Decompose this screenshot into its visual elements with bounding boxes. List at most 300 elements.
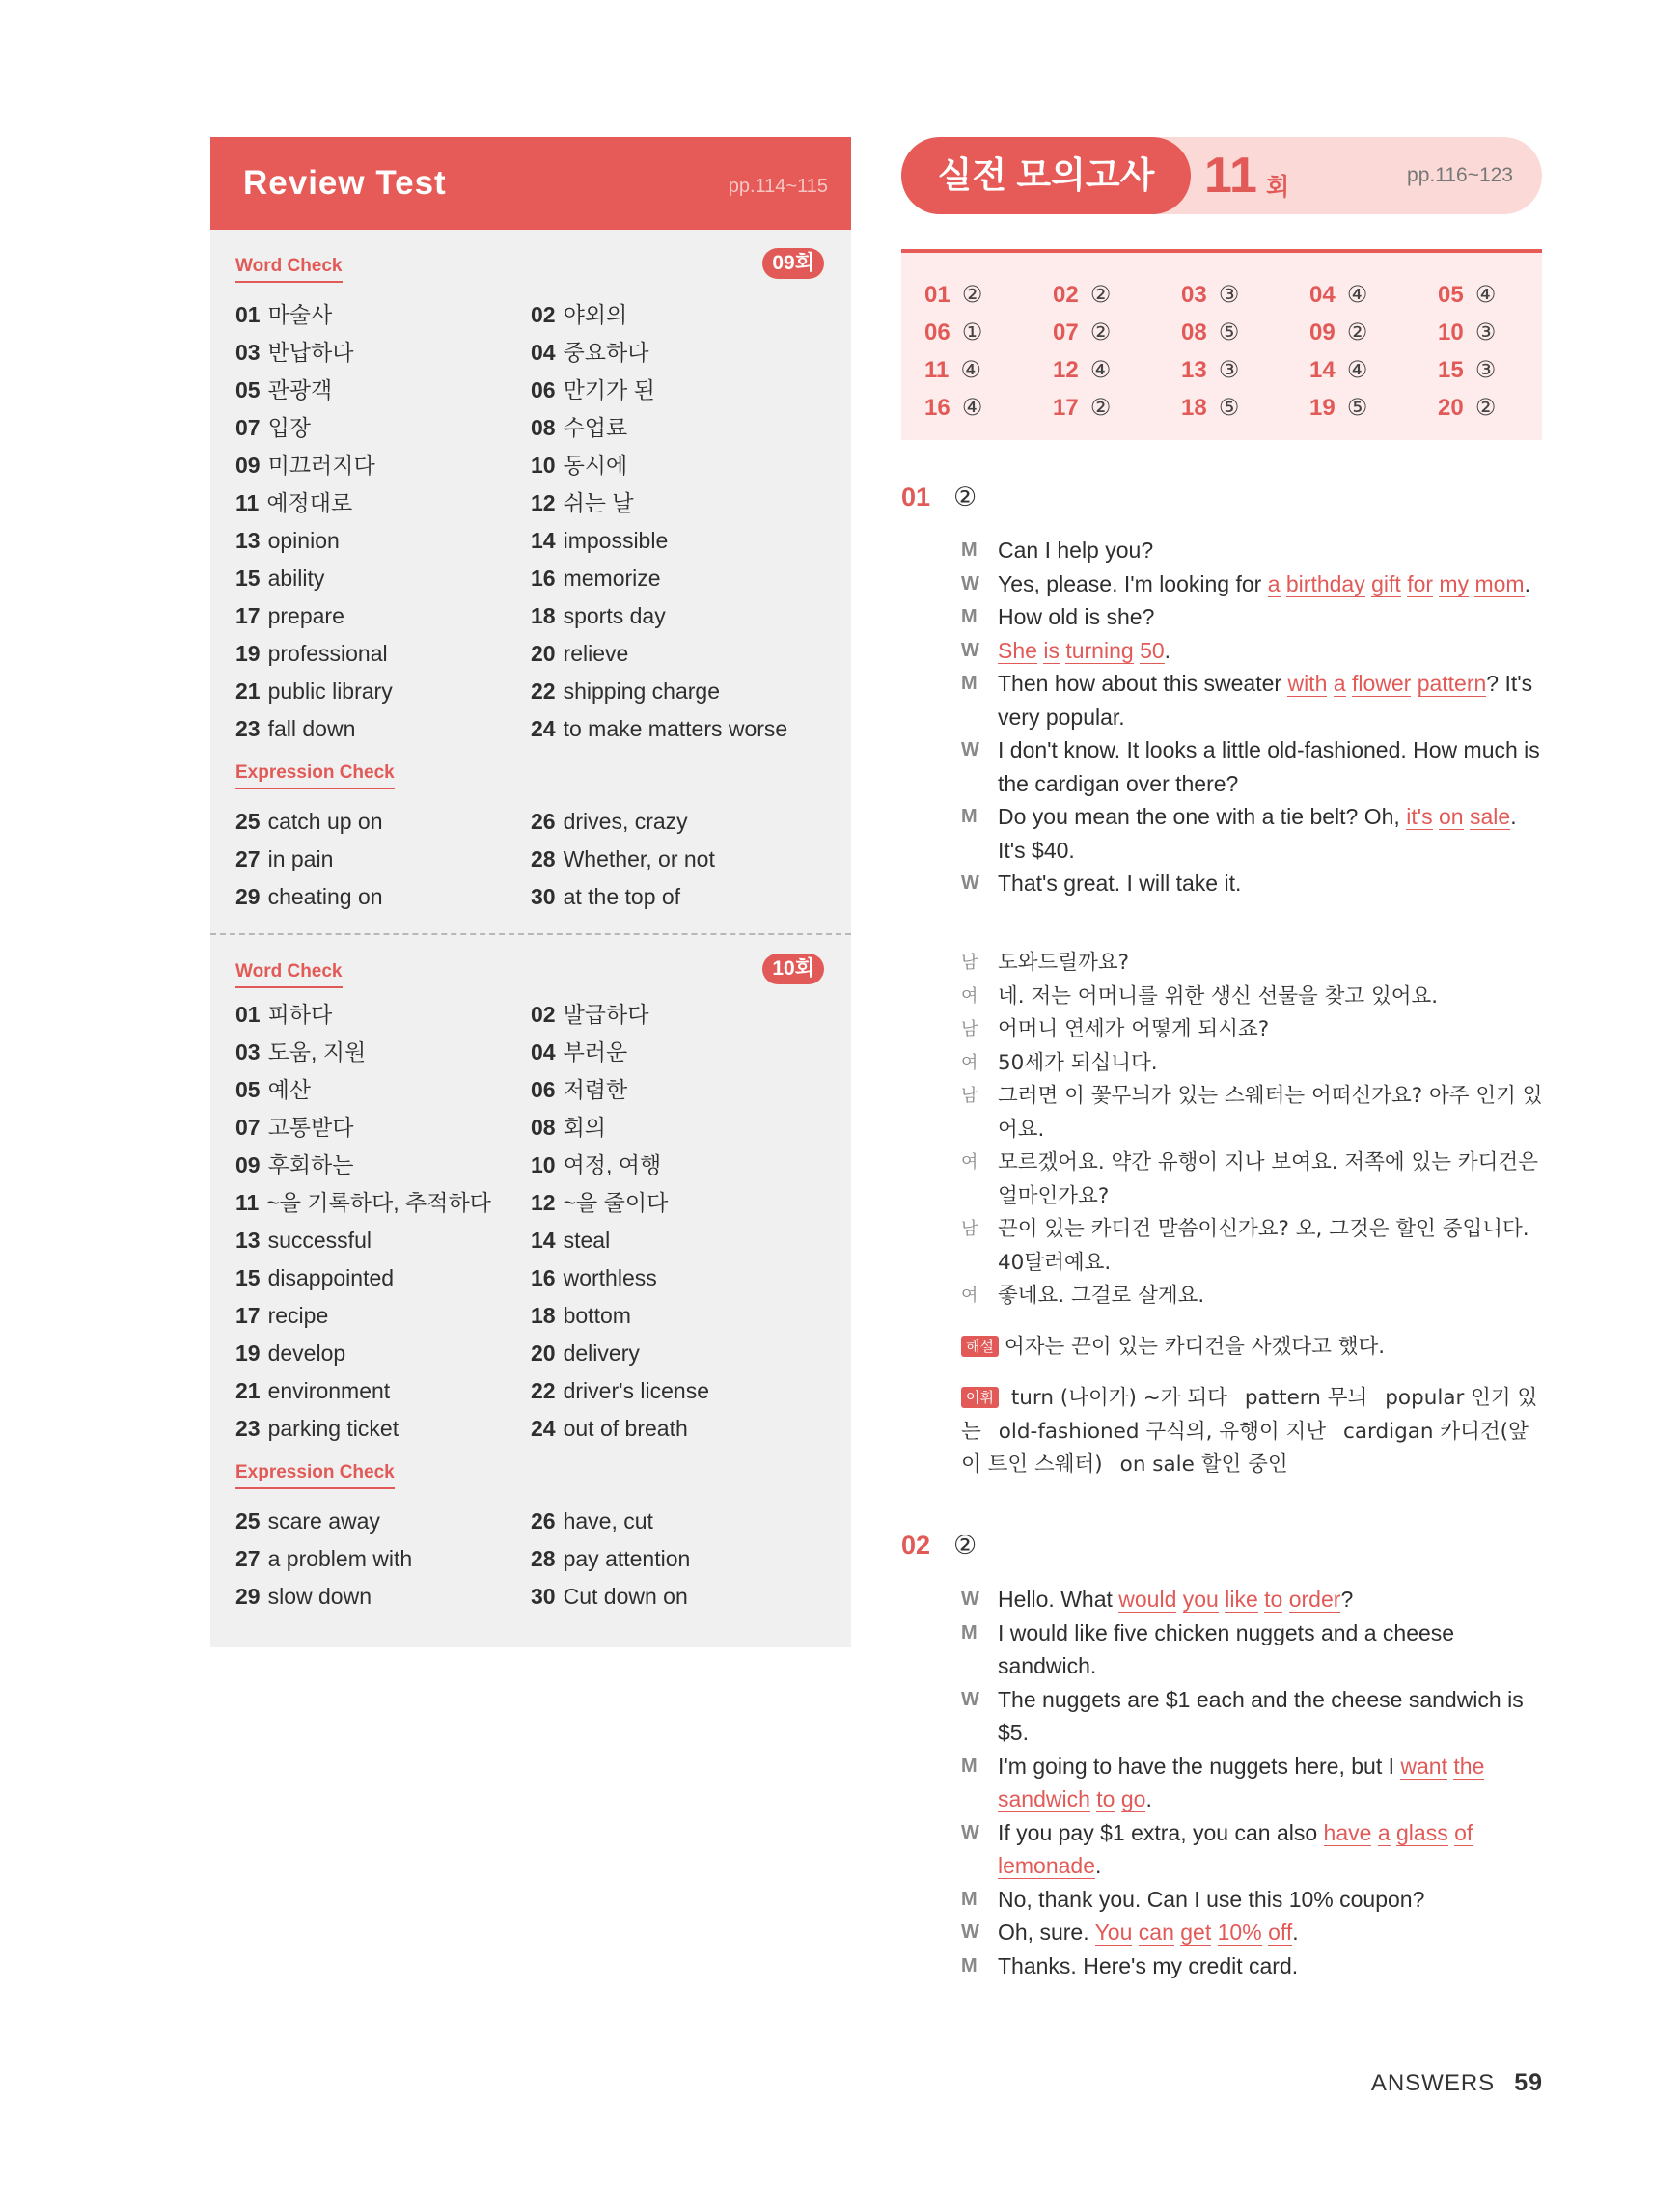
item-text: to make matters worse	[563, 716, 788, 741]
translation-line	[961, 981, 1544, 1014]
item-number: 22	[531, 678, 556, 704]
word-item	[235, 1184, 531, 1222]
word-item	[235, 1410, 531, 1448]
blank-answer: on	[1439, 804, 1464, 829]
answer-number: 06	[924, 319, 950, 346]
vocabulary-item: on sale 할인 중인	[1119, 1452, 1288, 1477]
item-text: 여정, 여행	[563, 1152, 662, 1177]
word-item	[531, 1410, 834, 1448]
item-number: 27	[235, 1546, 261, 1571]
word-item	[531, 1297, 834, 1335]
dialogue-line	[961, 634, 1544, 668]
expression-check-list	[235, 1503, 834, 1616]
dialogue-text: ?	[1340, 1587, 1354, 1612]
translation-line	[961, 1047, 1544, 1081]
blank-answer: it's	[1406, 804, 1433, 829]
speaker-label: M	[961, 1755, 978, 1777]
dialogue-text: .	[1292, 1920, 1299, 1945]
answer-number: 19	[1309, 395, 1336, 421]
item-text: ~을 기록하다, 추적하다	[266, 1190, 491, 1215]
answer-cell	[1181, 314, 1309, 351]
item-text: 부러운	[563, 1039, 628, 1065]
answer-choice: ④	[1089, 357, 1112, 383]
expression-item	[531, 1503, 834, 1540]
dialogue-line	[961, 800, 1544, 867]
word-item	[235, 1034, 531, 1071]
answer-cell	[1438, 351, 1566, 389]
answer-number: 02	[1053, 282, 1079, 308]
speaker-label: W	[961, 872, 979, 894]
word-item	[531, 560, 834, 597]
item-text: 야외의	[563, 302, 628, 327]
item-number: 22	[531, 1378, 556, 1403]
word-item	[531, 372, 834, 409]
translation-line	[961, 1147, 1544, 1213]
item-number: 24	[531, 1416, 556, 1441]
item-text: catch up on	[267, 809, 383, 834]
word-item	[235, 522, 531, 560]
vocabulary-item: cardigan 카디건(앞이 트인 스웨터)	[961, 1419, 1529, 1477]
item-number: 13	[235, 528, 261, 553]
blank-answer: 50	[1140, 637, 1165, 663]
question-01-vocabulary	[961, 1382, 1544, 1482]
answer-cell	[924, 351, 1053, 389]
item-text: 반납하다	[267, 340, 354, 365]
vocabulary-item: old-fashioned 구식의, 유행이 지난	[998, 1419, 1327, 1444]
item-number: 14	[531, 1228, 556, 1253]
dialogue-text: Yes, please. I'm looking for	[998, 570, 1268, 596]
word-item	[531, 1259, 834, 1297]
answer-cell	[1309, 314, 1438, 351]
item-number: 27	[235, 846, 261, 871]
item-number: 29	[235, 1584, 261, 1609]
word-item	[235, 1335, 531, 1372]
item-number: 02	[531, 302, 556, 327]
item-text: bottom	[563, 1303, 631, 1328]
speaker-label: W	[961, 572, 979, 594]
answer-number: 10	[1438, 319, 1464, 346]
dialogue-text: I'm going to have the nuggets here, but I	[998, 1753, 1401, 1779]
word-item	[531, 1372, 834, 1410]
item-number: 14	[531, 528, 556, 553]
answer-choice: ⑤	[1346, 395, 1368, 421]
item-text: disappointed	[267, 1265, 395, 1290]
translation-text: 50세가 되십니다.	[998, 1050, 1158, 1075]
word-item	[235, 334, 531, 372]
expression-check-label: Expression Check	[235, 1462, 395, 1489]
item-text: 예정대로	[266, 490, 353, 515]
item-number: 23	[235, 1416, 261, 1441]
dialogue-line	[961, 1816, 1544, 1883]
speaker-label: M	[961, 1954, 978, 1977]
word-item	[235, 296, 531, 334]
dialogue-text: Thanks. Here's my credit card.	[998, 1952, 1299, 1978]
blank-answer: off	[1268, 1920, 1293, 1945]
word-item	[531, 1184, 834, 1222]
dialogue-line	[961, 1583, 1544, 1617]
explanation-text: 여자는 끈이 있는 카디건을 사겠다고 했다.	[1004, 1335, 1386, 1359]
item-number: 05	[235, 377, 261, 402]
blank-answer: you	[1182, 1587, 1219, 1612]
item-number: 18	[531, 603, 556, 628]
dialogue-text: I don't know. It looks a little old-fashioned. How much is the cardigan over there?	[998, 737, 1540, 796]
answer-choice: ①	[961, 319, 983, 346]
item-number: 30	[531, 1584, 556, 1609]
item-text: out of breath	[563, 1416, 688, 1441]
word-item	[531, 673, 834, 710]
answer-choice: ④	[960, 357, 981, 383]
item-text: 미끄러지다	[267, 453, 375, 478]
blank-answer: flower	[1351, 671, 1412, 696]
mock-test-title: 실전 모의고사	[937, 155, 1155, 195]
item-text: delivery	[563, 1341, 640, 1366]
answer-cell	[1309, 389, 1438, 427]
expression-item	[235, 841, 531, 878]
speaker-label: M	[961, 606, 978, 627]
vocabulary-item: pattern 무늬	[1244, 1386, 1368, 1410]
item-text: pay attention	[563, 1546, 691, 1571]
answer-number: 20	[1438, 395, 1464, 421]
word-item	[531, 447, 834, 484]
answer-cell	[1309, 351, 1438, 389]
item-number: 26	[531, 809, 556, 834]
review-test-title: Review Test	[243, 164, 447, 202]
dialogue-text	[1371, 1820, 1377, 1845]
word-item	[235, 1222, 531, 1259]
blank-answer: want	[1400, 1753, 1447, 1779]
item-text: Whether, or not	[563, 846, 715, 871]
question-01-dialogue	[961, 534, 1544, 900]
answer-number: 08	[1181, 319, 1207, 346]
speaker-label: W	[961, 1922, 979, 1943]
translation-text: 그러면 이 꽃무늬가 있는 스웨터는 어떠신가요? 아주 인기 있어요.	[998, 1084, 1543, 1142]
dialogue-text: Do you mean the one with a tie belt? Oh,	[998, 804, 1407, 829]
item-text: 쉬는 날	[563, 490, 634, 515]
dialogue-text	[1132, 1920, 1138, 1945]
mock-test-pages: pp.116~123	[1407, 164, 1513, 186]
item-text: slow down	[267, 1584, 372, 1609]
expression-check-list	[235, 803, 834, 916]
item-number: 02	[531, 1002, 556, 1027]
word-item	[235, 996, 531, 1034]
dialogue-line	[961, 667, 1544, 733]
item-number: 20	[531, 641, 556, 666]
answer-number: 11	[924, 357, 950, 383]
dialogue-text: Then how about this sweater	[998, 671, 1288, 696]
answer-cell	[1438, 276, 1566, 314]
answer-choice: ②	[1089, 319, 1112, 346]
dialogue-text: The nuggets are $1 each and the cheese sandwich is $5.	[998, 1686, 1524, 1745]
expression-item	[235, 1540, 531, 1578]
item-number: 24	[531, 716, 556, 741]
item-text: steal	[563, 1228, 611, 1253]
mock-test-suffix: 회	[1266, 174, 1290, 201]
answer-choice: ④	[1474, 282, 1497, 308]
word-item	[531, 597, 834, 635]
item-text: successful	[267, 1228, 372, 1253]
answer-choice: ⑤	[1218, 319, 1240, 346]
answer-cell	[924, 389, 1053, 427]
answer-choice: ③	[1474, 357, 1497, 383]
item-text: a problem with	[267, 1546, 413, 1571]
blank-answer: You	[1094, 1920, 1133, 1945]
item-text: drives, crazy	[563, 809, 688, 834]
item-number: 25	[235, 1508, 261, 1534]
question-02-dialogue	[961, 1583, 1544, 1982]
item-text: memorize	[563, 566, 661, 591]
mock-test-header	[901, 137, 1542, 214]
dialogue-text	[1211, 1920, 1217, 1945]
answer-number: 12	[1053, 357, 1079, 383]
expression-item	[531, 1578, 834, 1616]
item-text: sports day	[563, 603, 666, 628]
dialogue-text: .	[1524, 570, 1530, 596]
item-number: 15	[235, 566, 261, 591]
answer-cell	[1181, 351, 1309, 389]
item-number: 06	[531, 377, 556, 402]
word-check-label: Word Check	[235, 256, 343, 283]
dialogue-text: Hello. What	[998, 1587, 1119, 1612]
speaker-label: W	[961, 639, 979, 661]
item-number: 15	[235, 1265, 261, 1290]
dialogue-text: That's great. I will take it.	[998, 871, 1242, 896]
answer-key-box	[901, 249, 1542, 440]
item-text: 발급하다	[563, 1002, 649, 1027]
speaker-label: W	[961, 1821, 979, 1843]
dialogue-text	[1346, 671, 1352, 696]
round-badge: 09회	[762, 248, 824, 279]
item-text: ability	[267, 566, 325, 591]
item-number: 03	[235, 1039, 261, 1065]
answer-cell	[1438, 314, 1566, 351]
translation-text: 도와드릴까요?	[998, 951, 1130, 975]
answer-choice: ⑤	[1218, 395, 1240, 421]
item-text: 후회하는	[267, 1152, 354, 1177]
answer-choice: ③	[1218, 282, 1240, 308]
answer-number: 05	[1438, 282, 1464, 308]
word-item	[235, 447, 531, 484]
answer-number: 16	[924, 395, 950, 421]
word-item	[531, 334, 834, 372]
blank-answer: is	[1043, 637, 1060, 663]
answer-number: 07	[1053, 319, 1079, 346]
item-number: 16	[531, 566, 556, 591]
item-number: 23	[235, 716, 261, 741]
item-number: 20	[531, 1341, 556, 1366]
dialogue-text: .	[1095, 1853, 1102, 1878]
question-01-heading	[901, 483, 977, 512]
answer-cell	[1181, 276, 1309, 314]
word-check-list	[235, 296, 834, 748]
question-answer: ②	[953, 483, 978, 512]
round-badge: 10회	[762, 954, 824, 984]
item-number: 05	[235, 1077, 261, 1102]
word-item	[235, 597, 531, 635]
word-item	[235, 1297, 531, 1335]
speaker-label: 여	[961, 1286, 978, 1306]
expression-item	[531, 1540, 834, 1578]
dialogue-line	[961, 534, 1544, 567]
answer-cell	[1053, 351, 1181, 389]
speaker-label: 남	[961, 953, 978, 973]
blank-answer: would	[1118, 1587, 1177, 1612]
vocabulary-item: turn (나이가) ~가 되다	[1010, 1386, 1227, 1410]
answer-number: 01	[924, 282, 950, 308]
mock-test-pill	[901, 137, 1191, 214]
blank-answer: lemonade	[998, 1853, 1096, 1878]
dialogue-line	[961, 1683, 1544, 1750]
word-item	[531, 635, 834, 673]
answer-cell	[924, 276, 1053, 314]
answer-cell	[1438, 389, 1566, 427]
item-number: 08	[531, 1115, 556, 1140]
item-number: 11	[235, 490, 260, 515]
item-number: 04	[531, 1039, 556, 1065]
translation-text: 모르겠어요. 약간 유행이 지나 보여요. 저쪽에 있는 카디건은 얼마인가요?	[998, 1150, 1538, 1208]
question-number: 01	[901, 483, 931, 512]
dialogue-line	[961, 1617, 1544, 1683]
answer-choice: ②	[1346, 319, 1368, 346]
item-number: 30	[531, 884, 556, 909]
item-text: 동시에	[563, 453, 628, 478]
item-text: opinion	[267, 528, 340, 553]
dialogue-line	[961, 1750, 1544, 1816]
answer-cell	[1309, 276, 1438, 314]
blank-answer: can	[1138, 1920, 1174, 1945]
dialogue-text: Oh, sure.	[998, 1920, 1095, 1945]
word-item	[531, 1222, 834, 1259]
blank-answer: for	[1407, 570, 1434, 596]
item-number: 26	[531, 1508, 556, 1534]
answer-choice: ③	[1218, 357, 1240, 383]
dialogue-text: ? It's very popular.	[998, 671, 1533, 730]
blank-answer: to	[1096, 1786, 1115, 1811]
word-check-list	[235, 996, 834, 1448]
speaker-label: 여	[961, 985, 978, 1007]
blank-answer: with	[1287, 671, 1328, 696]
word-item	[235, 372, 531, 409]
word-item	[235, 1071, 531, 1109]
blank-answer: have	[1323, 1819, 1372, 1845]
item-number: 21	[235, 678, 261, 704]
item-text: 마술사	[267, 302, 333, 327]
blank-answer: mom	[1474, 570, 1525, 596]
item-number: 19	[235, 1341, 261, 1366]
item-text: worthless	[563, 1265, 657, 1290]
answer-number: 17	[1053, 395, 1079, 421]
item-number: 12	[531, 1190, 556, 1215]
item-number: 18	[531, 1303, 556, 1328]
word-item	[235, 1109, 531, 1147]
item-text: relieve	[563, 641, 629, 666]
item-number: 12	[531, 490, 556, 515]
speaker-label: M	[961, 806, 978, 827]
word-item	[235, 1259, 531, 1297]
translation-line	[961, 1280, 1544, 1313]
word-item	[531, 409, 834, 447]
item-text: impossible	[563, 528, 669, 553]
item-text: prepare	[267, 603, 344, 628]
item-text: scare away	[267, 1508, 380, 1534]
answer-choice: ④	[1346, 357, 1368, 383]
blank-answer: a	[1377, 1819, 1391, 1845]
word-item	[235, 1147, 531, 1184]
item-text: 관광객	[267, 377, 333, 402]
dialogue-text: I would like five chicken nuggets and a cheese sandwich.	[998, 1619, 1455, 1678]
item-number: 01	[235, 302, 261, 327]
speaker-label: M	[961, 1621, 978, 1644]
answer-choice: ②	[1474, 395, 1497, 421]
item-number: 28	[531, 846, 556, 871]
item-text: 만기가 된	[563, 377, 655, 402]
dialogue-text	[1281, 571, 1286, 596]
item-text: 고통받다	[267, 1115, 354, 1140]
speaker-label: 여	[961, 1052, 978, 1073]
dialogue-text: .	[1145, 1786, 1152, 1811]
question-answer: ②	[953, 1531, 978, 1560]
item-text: parking ticket	[267, 1416, 399, 1441]
item-text: cheating on	[267, 884, 383, 909]
answer-number: 03	[1181, 282, 1207, 308]
item-text: 예산	[267, 1077, 312, 1102]
dialogue-line	[961, 1949, 1544, 1983]
item-text: 수업료	[563, 415, 628, 440]
item-text: driver's license	[563, 1378, 709, 1403]
review-test-header	[210, 137, 851, 230]
answer-number: 15	[1438, 357, 1464, 383]
dialogue-line	[961, 600, 1544, 634]
question-01-translation	[961, 947, 1544, 1313]
answer-number: 09	[1309, 319, 1336, 346]
item-text: at the top of	[563, 884, 681, 909]
item-text: environment	[267, 1378, 391, 1403]
expression-item	[235, 1578, 531, 1616]
blank-answer: order	[1288, 1587, 1341, 1612]
item-number: 21	[235, 1378, 261, 1403]
item-number: 09	[235, 1152, 261, 1177]
speaker-label: 남	[961, 1086, 978, 1106]
answer-cell	[1053, 314, 1181, 351]
item-number: 17	[235, 603, 261, 628]
speaker-label: W	[961, 1589, 979, 1610]
blank-answer: a	[1267, 570, 1281, 596]
dialogue-text	[1115, 1786, 1120, 1811]
translation-line	[961, 1213, 1544, 1280]
answer-cell	[1053, 389, 1181, 427]
answer-choice: ②	[1089, 282, 1112, 308]
speaker-label: M	[961, 1888, 978, 1910]
dialogue-text	[1176, 1587, 1182, 1612]
answer-choice: ④	[961, 395, 983, 421]
word-item	[531, 296, 834, 334]
answer-number: 14	[1309, 357, 1336, 383]
dialogue-text: No, thank you. Can I use this 10% coupon?	[998, 1886, 1425, 1912]
blank-answer: birthday	[1285, 570, 1365, 596]
dialogue-text: How old is she?	[998, 604, 1155, 629]
word-item	[235, 484, 531, 522]
translation-text: 네. 저는 어머니를 위한 생신 선물을 찾고 있어요.	[998, 983, 1439, 1009]
item-number: 16	[531, 1265, 556, 1290]
item-number: 13	[235, 1228, 261, 1253]
word-check-label: Word Check	[235, 961, 343, 988]
blank-answer: turning	[1065, 637, 1134, 663]
translation-line	[961, 1080, 1544, 1147]
dialogue-text: . It's $40.	[998, 804, 1517, 863]
answer-choice: ②	[961, 282, 983, 308]
answer-cell	[924, 314, 1053, 351]
item-number: 28	[531, 1546, 556, 1571]
item-text: recipe	[267, 1303, 329, 1328]
